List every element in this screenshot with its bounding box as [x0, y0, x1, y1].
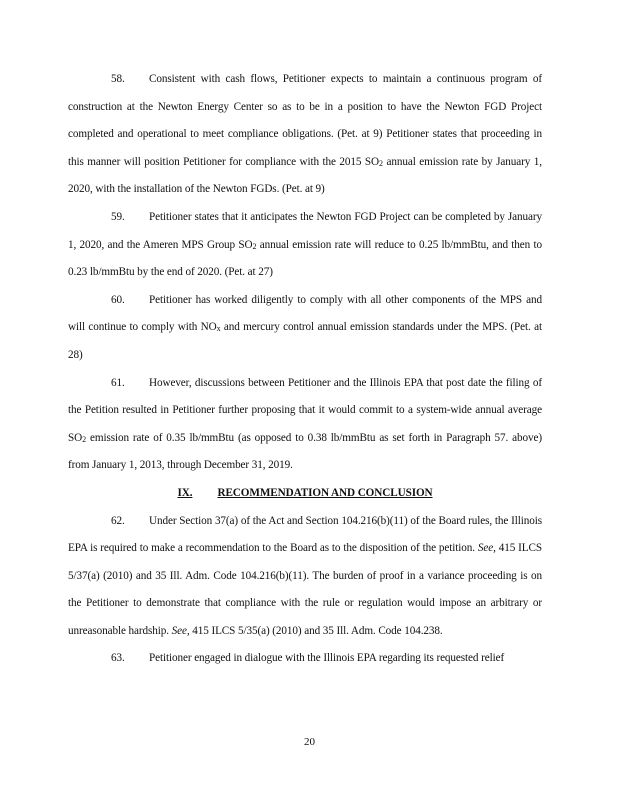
paragraph-text: Consistent with cash flows, Petitioner expects to maintain a continuous program of construction at the Newton Energy Center so as to be in a position to have the Newton FGD Project completed and operational to meet compliance obligations. (Pet. at 9) Petitioner states that proceeding in this manner will position Petitioner for compliance with the 2015 SO — [68, 73, 542, 168]
section-heading — [68, 480, 542, 508]
paragraph-63 — [68, 645, 542, 673]
paragraph-text: emission rate of 0.35 lb/mmBtu (as opposed to 0.38 lb/mmBtu as set forth in Paragraph 57. above) from January 1, 2013, through December 31, 2019. — [68, 431, 542, 472]
paragraph-text: Petitioner has worked diligently to comply with all other components of the MPS and will continue to comply with NO — [68, 293, 542, 334]
section-number: IX. — [177, 486, 193, 499]
subscript: 2 — [252, 241, 257, 251]
paragraph-text: Under Section 37(a) of the Act and Section 104.216(b)(11) of the Board rules, the Illinois EPA is required to make a recommendation to the Board as to the disposition of the petition. — [68, 514, 542, 555]
paragraph-number: 58. — [111, 73, 125, 85]
subscript: x — [216, 324, 221, 334]
subscript: 2 — [379, 158, 383, 168]
paragraph-61 — [68, 370, 542, 480]
section-title: RECOMMENDATION AND CONCLUSION — [217, 486, 433, 499]
paragraph-60 — [68, 287, 542, 370]
citation-signal: See, — [171, 624, 190, 637]
subscript: 2 — [82, 434, 87, 444]
paragraph-text: and mercury control annual emission standards under the MPS. (Pet. at 28) — [68, 321, 543, 361]
paragraph-58 — [68, 66, 542, 204]
paragraph-59 — [68, 204, 542, 287]
paragraph-text: 415 ILCS 5/37(a) (2010) and 35 Ill. Adm. Code 104.216(b)(11). The burden of proof in a variance proceeding is on the Petitioner to demonstrate that compliance with the rule or regulation would impose an arbitrary or unreasonable hardship. — [68, 542, 543, 637]
paragraph-number: 59. — [111, 210, 125, 223]
paragraph-text: 415 ILCS 5/35(a) (2010) and 35 Ill. Adm. Code 104.238. — [189, 624, 443, 637]
paragraph-text: annual emission rate will reduce to 0.25 lb/mmBtu, and then to 0.23 lb/mmBtu by the end of 2020. (Pet. at 27) — [68, 238, 542, 279]
paragraph-text: However, discussions between Petitioner and the Illinois EPA that post date the filing of the Petition resulted in Petitioner further proposing that it would commit to a system-wide annual average SO — [68, 376, 542, 444]
paragraph-text: annual emission rate by January 1, 2020, with the installation of the Newton FGDs. (Pet. at 9) — [68, 155, 542, 196]
citation-signal: See, — [477, 542, 496, 555]
paragraph-text: Petitioner states that it anticipates the Newton FGD Project can be completed by January 1, 2020, and the Ameren MPS Group SO — [68, 210, 542, 251]
page-number: 20 — [304, 736, 315, 748]
document-body — [68, 66, 542, 673]
paragraph-text: Petitioner engaged in dialogue with the Illinois EPA regarding its requested relief — [149, 652, 505, 665]
paragraph-number: 60. — [111, 293, 125, 306]
paragraph-number: 61. — [111, 376, 125, 389]
paragraph-number: 62. — [111, 514, 125, 527]
paragraph-62 — [68, 508, 542, 646]
paragraph-number: 63. — [111, 652, 125, 665]
